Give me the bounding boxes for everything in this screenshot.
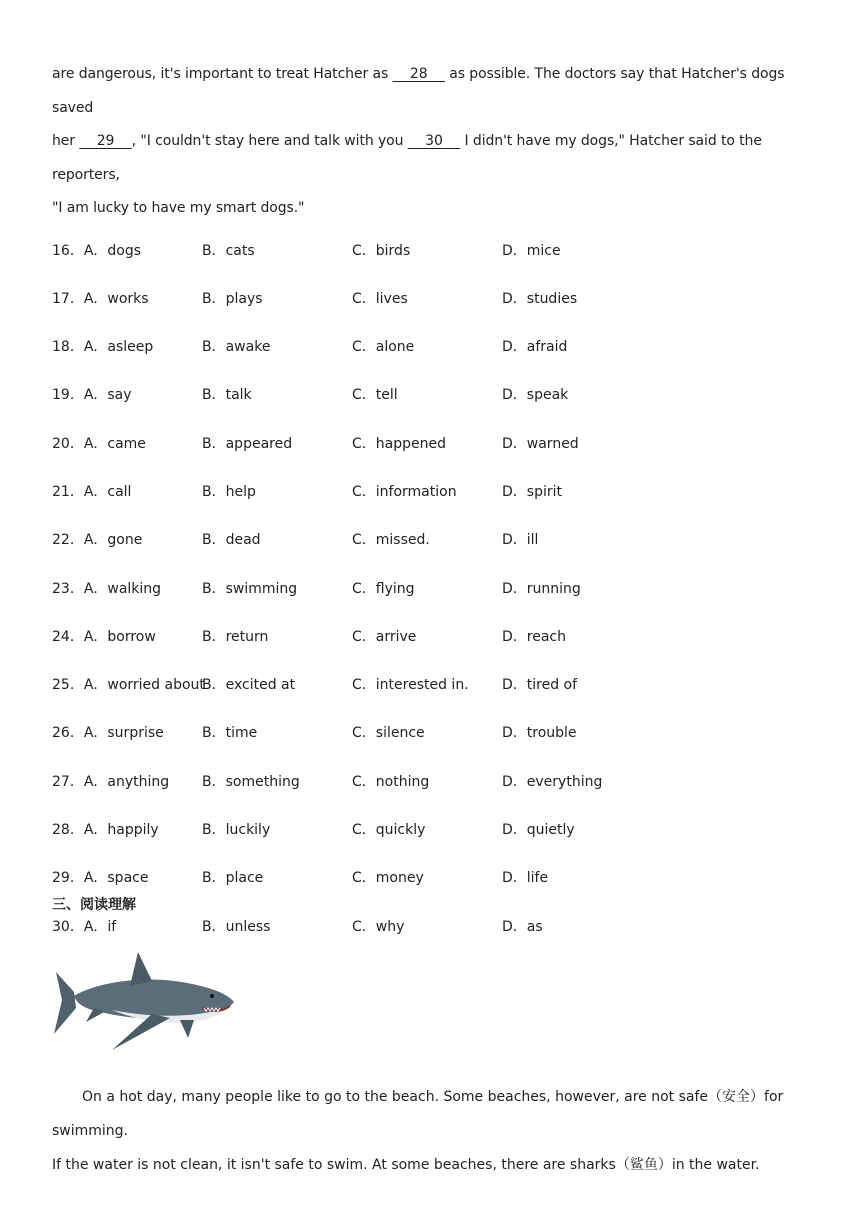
- option-d: D．ill: [502, 532, 539, 549]
- option-b: B．excited at: [202, 677, 296, 694]
- option-b: B．something: [202, 773, 300, 790]
- option-a: 29．A．space: [52, 870, 149, 887]
- option-b: B．plays: [202, 290, 263, 307]
- question-row: [52, 626, 822, 674]
- passage-text: as possible. The doctors say that Hatcher's dogs saved: [52, 66, 785, 116]
- option-c: C．nothing: [352, 773, 430, 790]
- question-row: [52, 674, 822, 722]
- option-c: C．lives: [352, 290, 408, 307]
- question-row: [52, 240, 822, 288]
- reading-line-2: If the water is not clean, it isn't safe to swim. At some beaches, there are sharks（鲨鱼）in the water.: [52, 1157, 760, 1173]
- option-c: C．tell: [352, 387, 398, 404]
- passage-text: , "I couldn't stay here and talk with you: [131, 133, 408, 149]
- passage-text: her: [52, 133, 80, 149]
- option-d: D．studies: [502, 290, 578, 307]
- option-a: 16．A．dogs: [52, 242, 142, 259]
- question-row: [52, 288, 822, 336]
- option-c: C．information: [352, 483, 457, 500]
- question-row: [52, 867, 822, 915]
- question-row: [52, 819, 822, 867]
- option-d: D．trouble: [502, 725, 577, 742]
- option-a: 26．A．surprise: [52, 725, 164, 742]
- question-row: [52, 336, 822, 384]
- option-b: B．time: [202, 725, 258, 742]
- passage-line-1: [52, 58, 822, 125]
- option-c: C．silence: [352, 725, 425, 742]
- option-a: 28．A．happily: [52, 822, 159, 839]
- option-b: B．unless: [202, 918, 271, 935]
- blank-30: 30: [407, 133, 461, 149]
- option-c: C．birds: [352, 242, 411, 259]
- reading-text: On a hot day, many people like to go to the beach. Some beaches, however, are not safe（安全）for swimming.: [52, 1089, 784, 1139]
- option-c: C．arrive: [352, 628, 417, 645]
- option-d: D．as: [502, 918, 543, 935]
- question-row: [52, 481, 822, 529]
- option-c: C．missed.: [352, 532, 430, 549]
- option-b: B．cats: [202, 242, 255, 259]
- option-c: C．interested in.: [352, 677, 469, 694]
- passage-text: I didn't have my dogs," Hatcher said to the reporters,: [52, 133, 762, 183]
- reading-passage: [52, 1080, 822, 1182]
- option-b: B．return: [202, 628, 269, 645]
- passage-line-2: [52, 125, 822, 192]
- passage-text: are dangerous, it's important to treat Hatcher as: [52, 66, 393, 82]
- shark-image: [52, 950, 238, 1054]
- question-row: [52, 529, 822, 577]
- option-a: 22．A．gone: [52, 532, 143, 549]
- section-title: 三、阅读理解: [52, 897, 136, 913]
- question-row: [52, 433, 822, 481]
- option-d: D．spirit: [502, 483, 562, 500]
- option-a: 18．A．asleep: [52, 339, 154, 356]
- option-a: 27．A．anything: [52, 773, 170, 790]
- option-d: D．life: [502, 870, 549, 887]
- question-list: [52, 240, 822, 964]
- option-d: D．tired of: [502, 677, 578, 694]
- option-d: D．mice: [502, 242, 561, 259]
- option-a: 21．A．call: [52, 483, 132, 500]
- option-a: 23．A．walking: [52, 580, 162, 597]
- option-d: D．warned: [502, 435, 579, 452]
- option-a: 17．A．works: [52, 290, 149, 307]
- question-row: [52, 722, 822, 770]
- blank-29: 29: [79, 133, 132, 149]
- option-b: B．swimming: [202, 580, 298, 597]
- option-b: B．appeared: [202, 435, 293, 452]
- option-a: 19．A．say: [52, 387, 132, 404]
- reading-line-1: [52, 1080, 822, 1148]
- option-b: B．help: [202, 483, 256, 500]
- question-row: [52, 578, 822, 626]
- option-c: C．flying: [352, 580, 415, 597]
- option-b: B．awake: [202, 339, 271, 356]
- option-c: C．why: [352, 918, 405, 935]
- option-d: D．running: [502, 580, 581, 597]
- question-row: [52, 771, 822, 819]
- option-b: B．talk: [202, 387, 252, 404]
- blank-28: 28: [392, 66, 445, 82]
- option-c: C．alone: [352, 339, 415, 356]
- option-b: B．place: [202, 870, 264, 887]
- option-b: B．luckily: [202, 822, 271, 839]
- option-b: B．dead: [202, 532, 261, 549]
- option-d: D．quietly: [502, 822, 575, 839]
- option-d: D．reach: [502, 628, 566, 645]
- option-a: 24．A．borrow: [52, 628, 156, 645]
- document-page: [52, 0, 822, 964]
- option-a: 30．A．if: [52, 918, 117, 935]
- option-a: 25．A．worried about: [52, 677, 205, 694]
- cloze-passage-tail: [52, 58, 822, 226]
- question-row: [52, 384, 822, 432]
- option-d: D．speak: [502, 387, 569, 404]
- option-d: D．everything: [502, 773, 603, 790]
- option-a: 20．A．came: [52, 435, 146, 452]
- option-d: D．afraid: [502, 339, 568, 356]
- option-c: C．happened: [352, 435, 446, 452]
- option-c: C．quickly: [352, 822, 426, 839]
- passage-line-3: "I am lucky to have my smart dogs.": [52, 200, 305, 216]
- option-c: C．money: [352, 870, 424, 887]
